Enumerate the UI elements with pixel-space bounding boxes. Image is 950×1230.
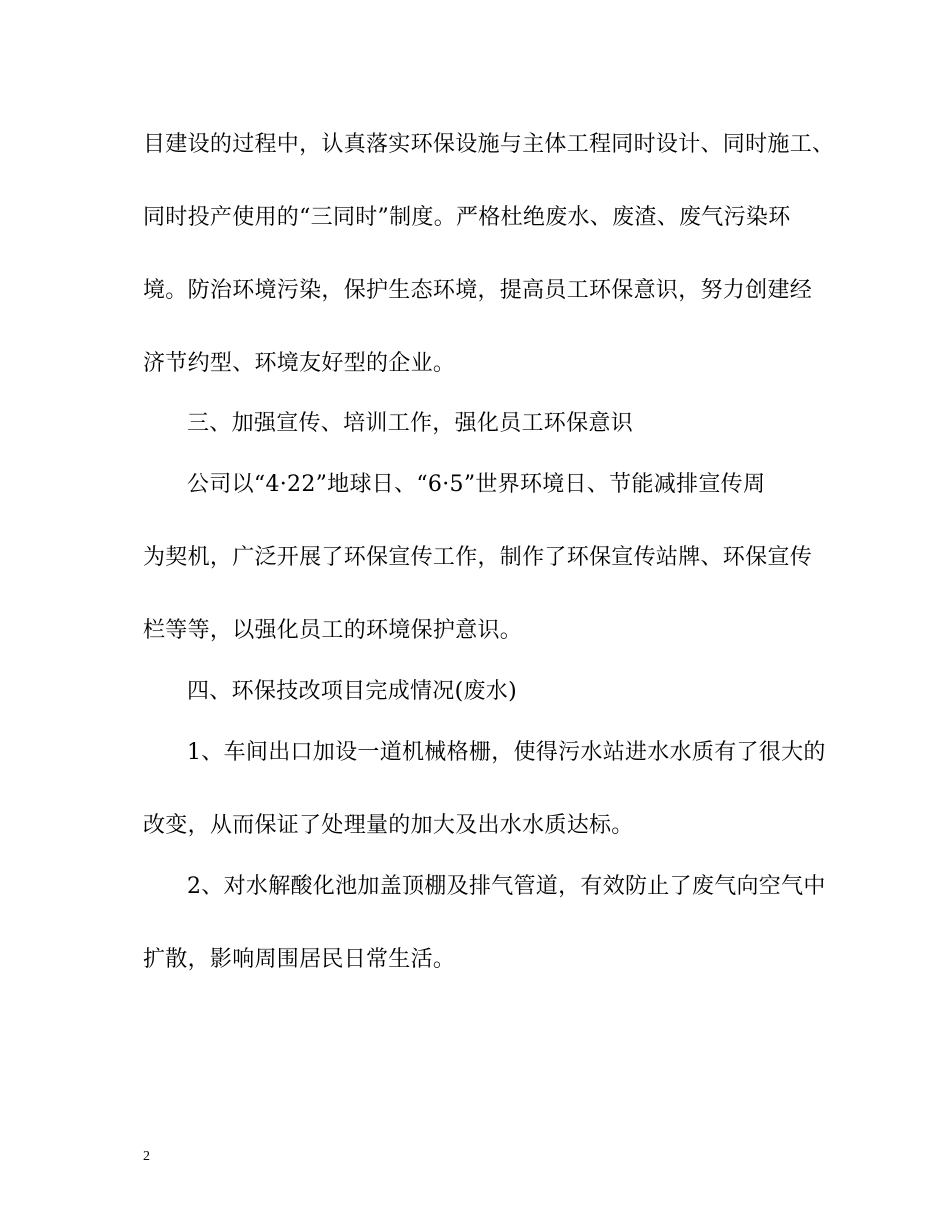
paragraph-line: 境。防治环境污染，保护生态环境，提高员工环保意识，努力创建经 <box>143 278 813 303</box>
paragraph-line: 目建设的过程中，认真落实环保设施与主体工程同时设计、同时施工、 <box>143 132 835 157</box>
page-number: 2 <box>143 1149 150 1164</box>
list-item-line: 改变，从而保证了处理量的加大及出水水质达标。 <box>143 813 634 838</box>
paragraph-line: 栏等等，以强化员工的环境保护意识。 <box>143 618 523 643</box>
list-item-line: 1、车间出口加设一道机械格栅，使得污水站进水水质有了很大的 <box>187 740 826 765</box>
section-heading: 四、环保技改项目完成情况(废水) <box>187 679 517 704</box>
paragraph-line: 济节约型、环境友好型的企业。 <box>143 351 456 376</box>
list-item-line: 扩散，影响周围居民日常生活。 <box>143 947 456 972</box>
paragraph-line: 公司以“4·22”地球日、“6·5”世界环境日、节能减排宣传周 <box>187 472 766 497</box>
paragraph-line: 为契机，广泛开展了环保宣传工作，制作了环保宣传站牌、环保宣传 <box>143 545 813 570</box>
section-heading: 三、加强宣传、培训工作，强化员工环保意识 <box>187 411 634 436</box>
paragraph-line: 同时投产使用的“三同时”制度。严格杜绝废水、废渣、废气污染环 <box>143 205 791 230</box>
list-item-line: 2、对水解酸化池加盖顶棚及排气管道，有效防止了废气向空气中 <box>187 874 826 899</box>
